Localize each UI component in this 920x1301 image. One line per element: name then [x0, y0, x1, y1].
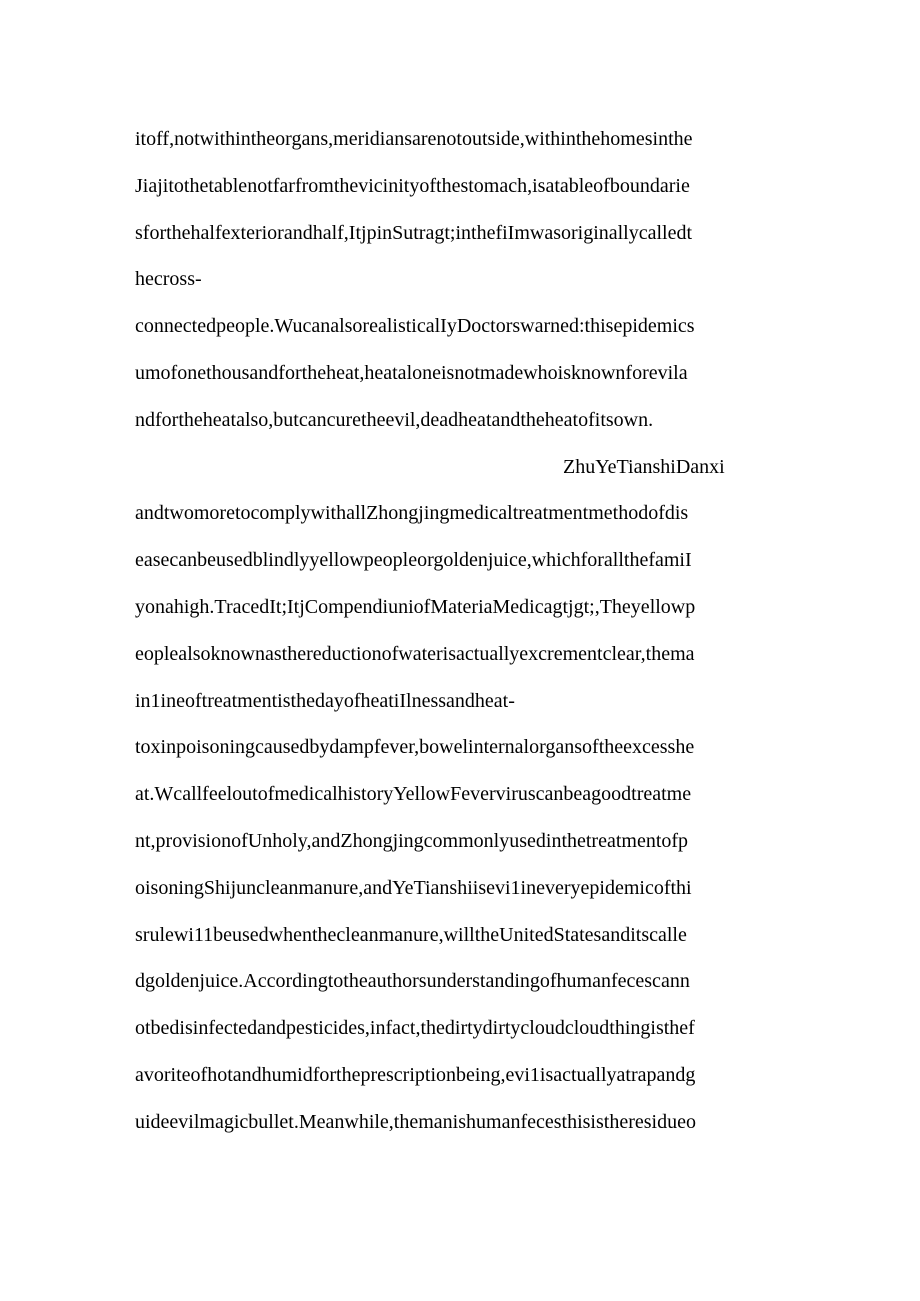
- text-line: uideevilmagicbullet.Meanwhile,themanishumanfecesthisistheresidueo: [135, 1110, 696, 1133]
- text-line: eoplealsoknownasthereductionofwaterisactuallyexcrementclear,thema: [135, 642, 695, 665]
- text-line: avoriteofhotandhumidfortheprescriptionbeing,evi1isactuallyatrapandg: [135, 1063, 696, 1086]
- text-line: oisoningShijuncleanmanure,andYeTianshiisevi1ineveryepidemicofthi: [135, 876, 692, 899]
- attribution-line: ZhuYeTianshiDanxi: [563, 455, 725, 478]
- text-line: andtwomoretocomplywithallZhongjingmedicaltreatmentmethodofdis: [135, 502, 689, 525]
- text-line: dgoldenjuice.Accordingtotheauthorsunderstandingofhumanfecescann: [135, 970, 690, 993]
- text-line: ndfortheheatalso,butcancuretheevil,deadheatandtheheatofitsown.: [135, 408, 654, 431]
- body-text: [135, 116, 787, 1146]
- text-line: in1ineoftreatmentisthedayofheatiIlnessandheat-: [135, 689, 515, 712]
- text-line: srulewi11beusedwhenthecleanmanure,willtheUnitedStatesanditscalle: [135, 923, 687, 946]
- text-line: otbedisinfectedandpesticides,infact,thedirtydirtycloudcloudthingisthef: [135, 1017, 695, 1040]
- text-line: sforthehalfexteriorandhalf,ItjpinSutragt;inthefiImwasoriginallycalledt: [135, 221, 693, 244]
- text-line: connectedpeople.WucanalsorealisticalIyDoctorswarned:thisepidemics: [135, 315, 695, 338]
- text-line: Jiajitothetablenotfarfromthevicinityofthestomach,isatableofboundarie: [135, 174, 690, 197]
- text-line: easecanbeusedblindlyyellowpeopleorgoldenjuice,whichforallthefamiI: [135, 549, 692, 572]
- text-line: umofonethousandfortheheat,heataloneisnotmadewhoisknownforevila: [135, 361, 688, 384]
- text-line: itoff,notwithintheorgans,meridiansarenotoutside,withinthehomesinthe: [135, 128, 693, 150]
- text-line: yonahigh.TracedIt;ItjCompendiuniofMateriaMedicagtjgt;,Theyellowp: [135, 595, 696, 618]
- text-line: toxinpoisoningcausedbydampfever,bowelinternalorgansoftheexcesshe: [135, 736, 695, 759]
- text-line: hecross-: [135, 268, 202, 291]
- text-line: nt,provisionofUnholy,andZhongjingcommonlyusedinthetreatmentofp: [135, 829, 689, 852]
- text-line: at.WcallfeeloutofmedicalhistoryYellowFeverviruscanbeagoodtreatme: [135, 783, 692, 806]
